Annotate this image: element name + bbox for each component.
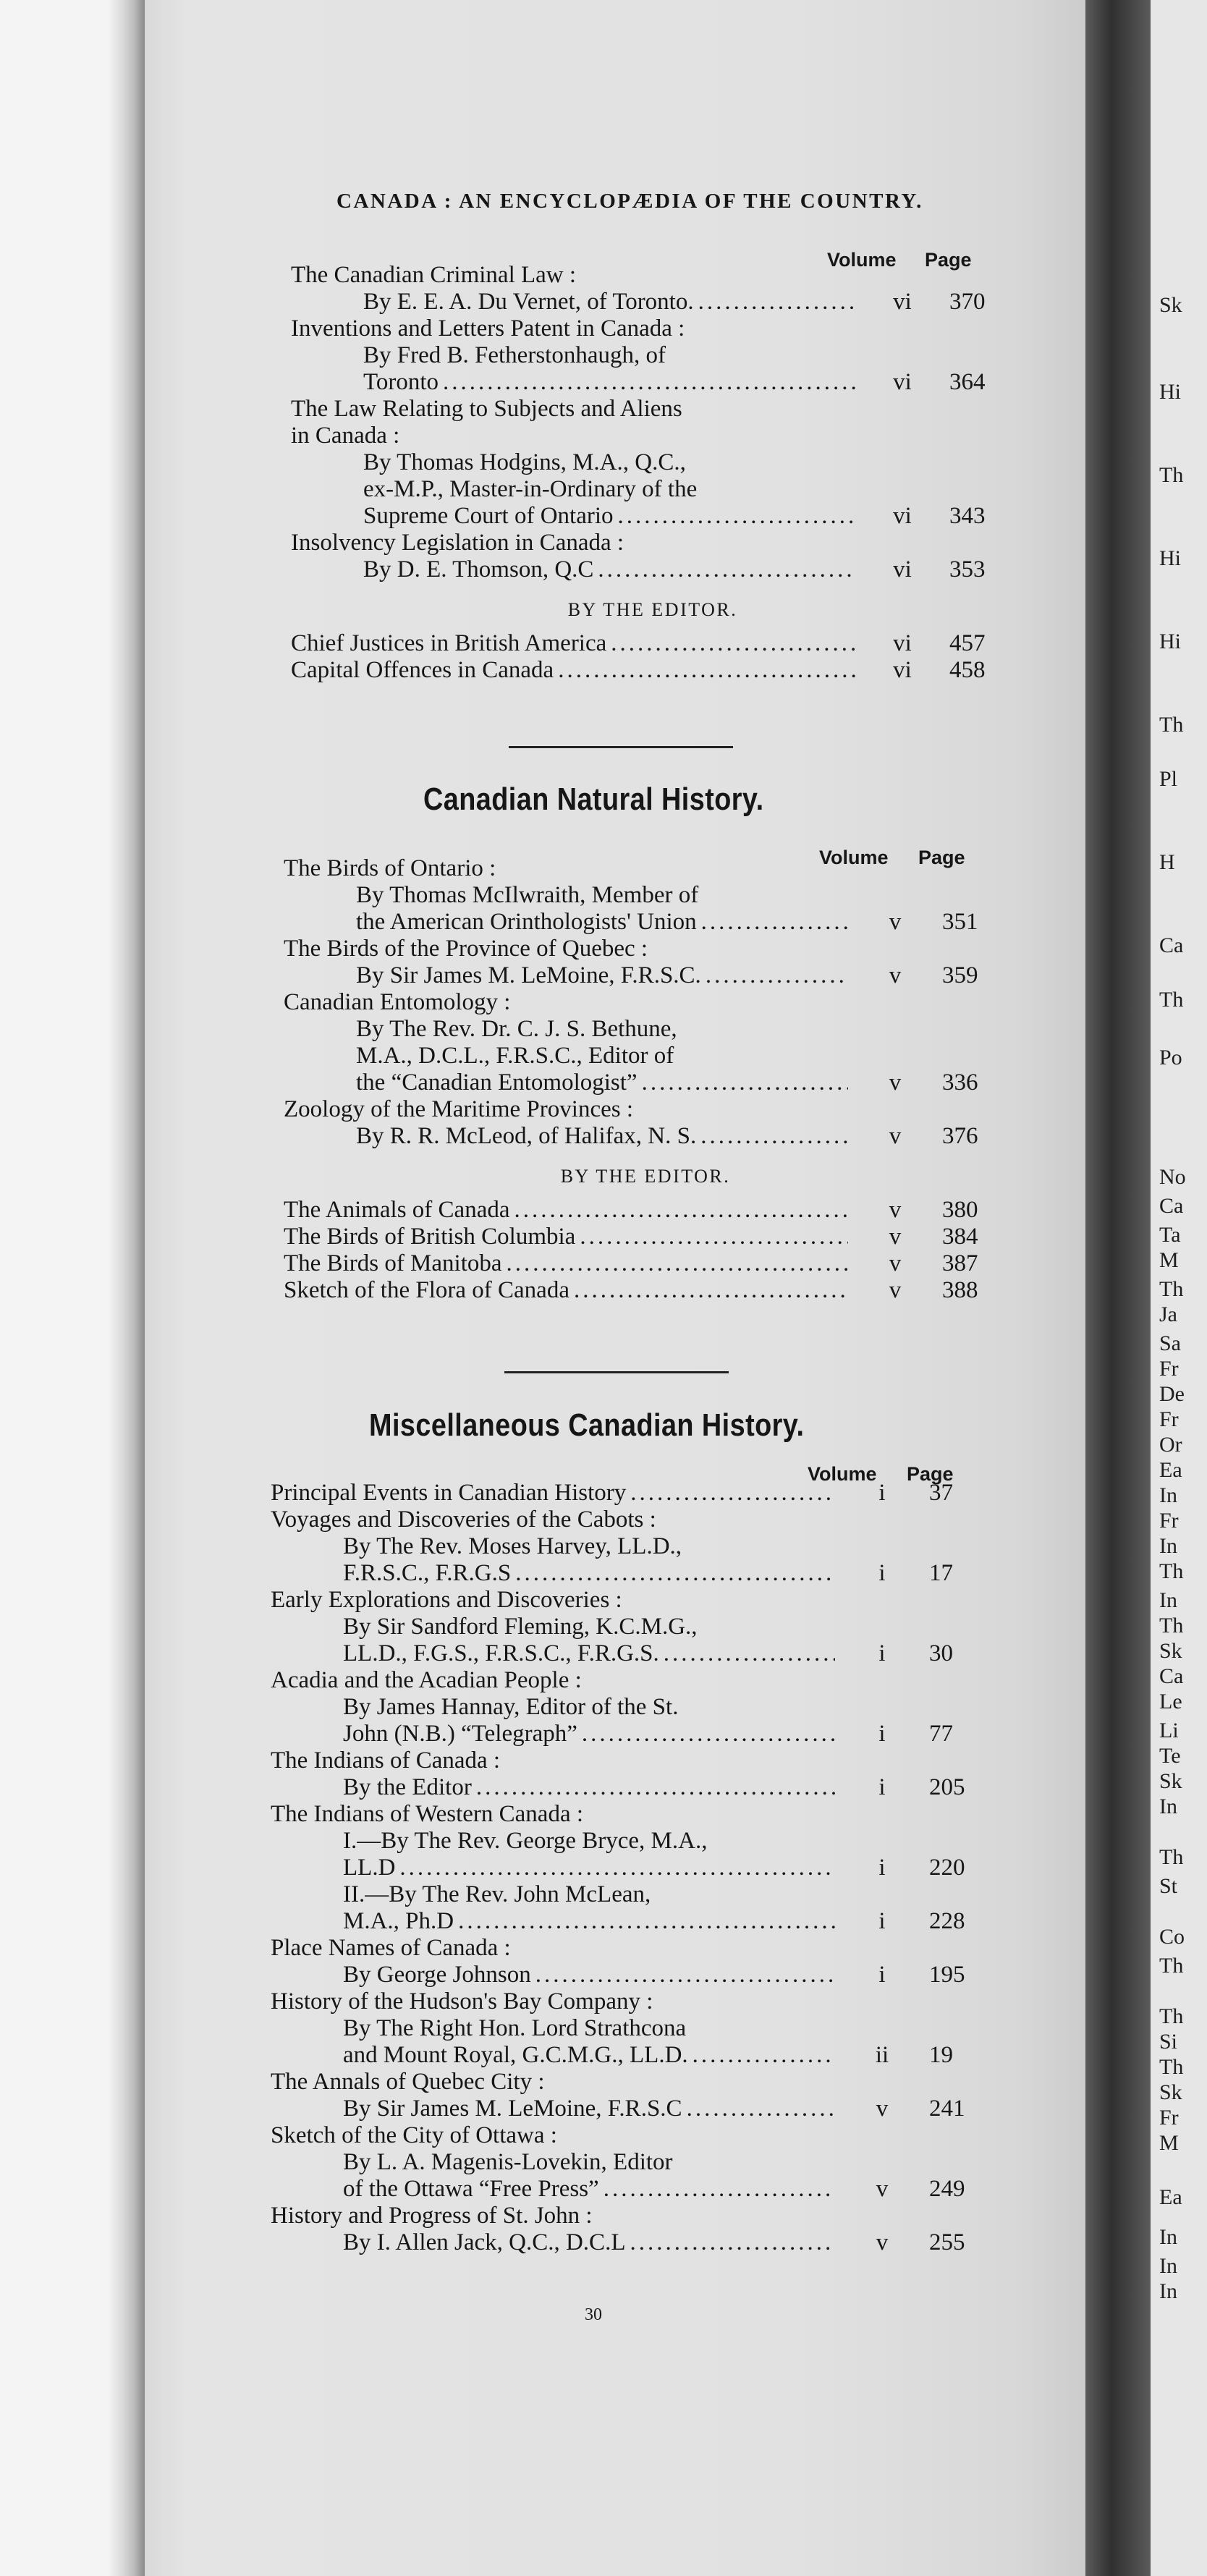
toc-entry (271, 2203, 994, 2256)
toc-entry (271, 1988, 994, 2069)
page-number-ref: 336 (942, 1069, 978, 1096)
entry-line (284, 1016, 1007, 1043)
entry-line (271, 2229, 994, 2256)
volume-number: v (889, 909, 902, 935)
volume-number: v (889, 1277, 902, 1303)
entry-line (291, 315, 1015, 342)
facing-page-fragment: Ea (1159, 2185, 1182, 2209)
entry-text: By Thomas Hodgins, M.A., Q.C., (363, 449, 686, 475)
facing-page-fragment: Ca (1159, 933, 1184, 957)
volume-number: i (878, 1908, 886, 1934)
page-number: 30 (585, 2305, 602, 2324)
volume-number: v (876, 2176, 889, 2202)
entry-line (291, 476, 1015, 503)
facing-page-fragment: Th (1159, 463, 1184, 487)
entry-line (271, 1694, 994, 1721)
natural-history-title: Canadian Natural History. (423, 781, 764, 817)
volume-number: ii (875, 2042, 889, 2068)
entry-text: By Fred B. Fetherstonhaugh, of (363, 342, 666, 368)
volume-number: i (878, 1774, 886, 1800)
page-number-ref: 388 (942, 1277, 978, 1303)
toc-entry (284, 1250, 1007, 1277)
volume-number: i (878, 1560, 886, 1586)
facing-page-fragment: In (1159, 1588, 1177, 1612)
entry-text: By Sir James M. LeMoine, F.R.S.C (343, 2096, 682, 2122)
entry-text: LL.D (343, 1855, 396, 1881)
entry-line (271, 1721, 994, 1747)
entry-text: The Indians of Canada : (271, 1747, 501, 1774)
entry-text: The Birds of Manitoba (284, 1250, 502, 1276)
leader-dots (701, 909, 848, 936)
facing-page-fragment: H (1159, 850, 1175, 874)
facing-page-fragment: Hi (1159, 380, 1181, 404)
entry-line (284, 1197, 1007, 1224)
toc-entry (271, 1747, 994, 1801)
facing-page-fragment: In (1159, 1534, 1177, 1558)
leader-dots (574, 1277, 848, 1304)
entry-text: The Birds of British Columbia (284, 1224, 576, 1250)
volume-number: v (889, 1069, 902, 1096)
toc-entry (284, 989, 1007, 1096)
facing-page-fragment: Th (1159, 988, 1184, 1012)
facing-page-fragment: Ca (1159, 1664, 1184, 1688)
volume-number: v (889, 1250, 902, 1276)
entry-line (271, 1667, 994, 1694)
entry-text: By James Hannay, Editor of the St. (343, 1694, 679, 1720)
entry-line (271, 2149, 994, 2176)
leader-dots (399, 1855, 835, 1881)
entry-text: The Canadian Criminal Law : (291, 262, 577, 288)
page-number-ref: 19 (929, 2042, 953, 2068)
page-column-header: Page (918, 847, 965, 868)
leader-dots (443, 369, 855, 396)
toc-entry (271, 1480, 994, 1507)
facing-page-fragment: In (1159, 1795, 1177, 1818)
entry-text: in Canada : (291, 423, 400, 449)
page-number-ref: 351 (942, 909, 978, 935)
volume-number: i (878, 1721, 886, 1747)
volume-number: v (876, 2229, 889, 2255)
section-divider (509, 746, 733, 748)
entry-line (284, 989, 1007, 1016)
leader-dots (535, 1962, 835, 1988)
page-number-ref: 30 (929, 1640, 953, 1666)
entry-text: By Sir Sandford Fleming, K.C.M.G., (343, 1614, 698, 1640)
volume-number: i (878, 1640, 886, 1666)
by-the-editor-heading: BY THE EDITOR. (560, 1166, 731, 1187)
facing-page-fragment: Ea (1159, 1458, 1182, 1482)
page-number-ref: 249 (929, 2176, 965, 2202)
facing-page-fragment: Ja (1159, 1302, 1177, 1326)
entry-line (271, 1801, 994, 1828)
page-number-ref: 241 (929, 2096, 965, 2122)
facing-page-fragment: In (1159, 1483, 1177, 1507)
facing-page-fragment: Sk (1159, 293, 1182, 317)
page-number-ref: 205 (929, 1774, 965, 1800)
volume-number: vi (893, 630, 912, 656)
facing-page-fragment: Sk (1159, 1639, 1182, 1663)
volume-column-header: Volume (819, 847, 889, 868)
entry-text: Early Explorations and Discoveries : (271, 1587, 622, 1613)
entry-line (284, 1123, 1007, 1150)
toc-entry (271, 2122, 994, 2203)
entry-text: Zoology of the Maritime Provinces : (284, 1096, 633, 1122)
page-number-ref: 458 (949, 657, 986, 683)
toc-entry (291, 657, 1015, 684)
entry-text: Inventions and Letters Patent in Canada : (291, 315, 685, 342)
toc-entry (284, 1224, 1007, 1250)
entry-text: of the Ottawa “Free Press” (343, 2176, 599, 2202)
volume-number: v (876, 2096, 889, 2122)
entry-line (271, 2042, 994, 2069)
facing-page-fragment: Th (1159, 1277, 1184, 1301)
entry-text: ex-M.P., Master-in-Ordinary of the (363, 476, 698, 502)
page-number-ref: 37 (929, 1480, 953, 1506)
volume-number: vi (893, 657, 912, 683)
facing-page-fragment: St (1159, 1874, 1178, 1898)
toc-entry (271, 1587, 994, 1667)
entry-text: By D. E. Thomson, Q.C (363, 556, 594, 582)
entry-line (271, 1881, 994, 1908)
natural-history-section (284, 855, 1007, 1304)
entry-text: Principal Events in Canadian History (271, 1480, 627, 1506)
entry-text: The Indians of Western Canada : (271, 1801, 584, 1827)
facing-page-fragment: M (1159, 1248, 1179, 1272)
toc-entry (291, 530, 1015, 583)
leader-dots (618, 503, 855, 530)
facing-page-fragment: Te (1159, 1744, 1181, 1768)
toc-entry (284, 1197, 1007, 1224)
leader-dots (582, 1721, 835, 1747)
entry-line (291, 530, 1015, 556)
leader-dots (598, 556, 855, 583)
entry-line (291, 262, 1015, 289)
leader-dots (476, 1774, 835, 1801)
facing-page-fragment: Sk (1159, 1769, 1182, 1793)
running-head: CANADA : AN ENCYCLOPÆDIA OF THE COUNTRY. (336, 190, 923, 213)
entry-text: Supreme Court of Ontario (363, 503, 614, 529)
facing-page-fragment: Fr (1159, 2106, 1179, 2130)
entry-text: II.—By The Rev. John McLean, (343, 1881, 651, 1907)
entry-text: LL.D., F.G.S., F.R.S.C., F.R.G.S. (343, 1640, 659, 1666)
toc-entry (284, 1277, 1007, 1304)
entry-text: By The Right Hon. Lord Strathcona (343, 2015, 687, 2041)
entry-text: By L. A. Magenis-Lovekin, Editor (343, 2149, 673, 2175)
entry-text: By Thomas McIlwraith, Member of (356, 882, 699, 908)
entry-line (271, 1935, 994, 1962)
entry-line (271, 1614, 994, 1640)
facing-page-fragment: Hi (1159, 546, 1181, 570)
entry-line (271, 1774, 994, 1801)
toc-entry (291, 630, 1015, 657)
by-the-editor-heading: BY THE EDITOR. (567, 599, 738, 620)
toc-entry (271, 1801, 994, 1881)
entry-line (284, 855, 1007, 882)
entry-line (291, 556, 1015, 583)
entry-text: By E. E. A. Du Vernet, of Toronto. (363, 289, 694, 315)
entry-text: Acadia and the Acadian People : (271, 1667, 582, 1693)
entry-line (271, 2203, 994, 2229)
toc-entry (284, 936, 1007, 989)
facing-page-fragment: Fr (1159, 1509, 1179, 1533)
entry-text: The Law Relating to Subjects and Aliens (291, 396, 682, 422)
facing-page-fragment: Ca (1159, 1194, 1184, 1218)
entry-text: By The Rev. Moses Harvey, LL.D., (343, 1533, 682, 1559)
page-number-ref: 228 (929, 1908, 965, 1934)
entry-line (271, 1533, 994, 1560)
entry-line (291, 423, 1015, 449)
facing-page-fragment: Li (1159, 1719, 1179, 1742)
entry-text: John (N.B.) “Telegraph” (343, 1721, 577, 1747)
entry-line (271, 2096, 994, 2122)
entry-text: M.A., D.C.L., F.R.S.C., Editor of (356, 1043, 674, 1069)
entry-text: Insolvency Legislation in Canada : (291, 530, 624, 556)
entry-text: History and Progress of St. John : (271, 2203, 593, 2229)
volume-column-header: Volume (808, 1463, 877, 1485)
entry-line (284, 1043, 1007, 1069)
entry-text: Toronto (363, 369, 439, 395)
entry-line (291, 503, 1015, 530)
leader-dots (700, 1123, 848, 1150)
toc-entry (271, 1935, 994, 1988)
entry-line (291, 630, 1015, 657)
page-number-ref: 17 (929, 1560, 953, 1586)
facing-page-fragment: Si (1159, 2030, 1178, 2054)
facing-page-fragment: Pl (1159, 767, 1178, 791)
facing-page-fragment: De (1159, 1382, 1185, 1406)
facing-page-fragment: In (1159, 2279, 1177, 2303)
entry-line (271, 1480, 994, 1507)
entry-text: The Annals of Quebec City : (271, 2069, 545, 2095)
page-column-header: Page (907, 1463, 954, 1485)
entry-line (284, 1096, 1007, 1123)
facing-page-fragment: Th (1159, 1614, 1184, 1637)
leader-dots (693, 2042, 835, 2069)
page-number-ref: 457 (949, 630, 986, 656)
entry-line (271, 1560, 994, 1587)
facing-page-fragment: Le (1159, 1690, 1182, 1713)
entry-line (271, 1855, 994, 1881)
entry-line (291, 289, 1015, 315)
page-number-ref: 77 (929, 1721, 953, 1747)
leader-dots (580, 1224, 848, 1250)
entry-text: By George Johnson (343, 1962, 531, 1988)
entry-line (271, 1988, 994, 2015)
entry-text: the “Canadian Entomologist” (356, 1069, 638, 1096)
entry-text: Sketch of the Flora of Canada (284, 1277, 569, 1303)
entry-line (284, 962, 1007, 989)
volume-number: i (878, 1962, 886, 1988)
entry-line (291, 396, 1015, 423)
section-divider (504, 1371, 729, 1373)
entry-text: I.—By The Rev. George Bryce, M.A., (343, 1828, 708, 1854)
entry-line (271, 2015, 994, 2042)
volume-number: v (889, 1224, 902, 1250)
facing-page-fragment: Or (1159, 1433, 1182, 1457)
facing-page-fragment: Th (1159, 1559, 1184, 1583)
entry-line (284, 1069, 1007, 1096)
entry-text: By the Editor (343, 1774, 472, 1800)
facing-page-fragment: Sa (1159, 1331, 1181, 1355)
leader-dots (514, 1197, 848, 1224)
entry-line (291, 342, 1015, 369)
entry-line (271, 2122, 994, 2149)
facing-page-fragment: Th (1159, 2055, 1184, 2079)
volume-number: vi (893, 369, 912, 395)
volume-number: v (889, 1123, 902, 1149)
entry-line (271, 2069, 994, 2096)
entry-text: The Animals of Canada (284, 1197, 510, 1223)
facing-page-fragment: No (1159, 1165, 1186, 1189)
entry-text: Capital Offences in Canada (291, 657, 554, 683)
volume-number: vi (893, 503, 912, 529)
facing-page-fragment: Sk (1159, 2080, 1182, 2104)
volume-number: i (878, 1480, 886, 1506)
volume-number: vi (893, 556, 912, 582)
facing-page-fragment: In (1159, 2254, 1177, 2278)
facing-page-edge (1151, 0, 1207, 2576)
facing-page-fragment: Th (1159, 1954, 1184, 1978)
page-number-ref: 364 (949, 369, 986, 395)
entry-line (271, 1587, 994, 1614)
leader-dots (558, 657, 855, 684)
facing-page-fragment: M (1159, 2131, 1179, 2155)
entry-text: Sketch of the City of Ottawa : (271, 2122, 557, 2148)
leader-dots (664, 1640, 835, 1667)
facing-page-fragment: In (1159, 2225, 1177, 2249)
entry-text: The Birds of the Province of Quebec : (284, 936, 648, 962)
toc-entry (271, 1507, 994, 1587)
misc-history-section (271, 1480, 994, 2256)
entry-line (271, 1908, 994, 1935)
entry-text: By The Rev. Dr. C. J. S. Bethune, (356, 1016, 677, 1042)
entry-text: and Mount Royal, G.C.M.G., LL.D. (343, 2042, 688, 2068)
entry-line (291, 657, 1015, 684)
toc-entry (291, 315, 1015, 396)
misc-history-title: Miscellaneous Canadian History. (369, 1407, 805, 1443)
entry-text: the American Orinthologists' Union (356, 909, 697, 935)
entry-line (284, 909, 1007, 936)
toc-entry (271, 1667, 994, 1747)
book-gutter (1085, 0, 1151, 2576)
page-column-header: Page (925, 249, 972, 271)
entry-text: Chief Justices in British America (291, 630, 607, 656)
leader-dots (458, 1908, 835, 1935)
toc-entry (291, 396, 1015, 530)
leader-dots (630, 1480, 835, 1507)
left-page-margin (0, 0, 145, 2576)
facing-page-fragment: Th (1159, 1845, 1184, 1869)
page-number-ref: 195 (929, 1962, 965, 1988)
entry-line (271, 1747, 994, 1774)
facing-page-fragment: Ta (1159, 1223, 1181, 1247)
facing-page-fragment: Co (1159, 1925, 1185, 1949)
entry-text: The Birds of Ontario : (284, 855, 496, 881)
toc-entry (271, 2069, 994, 2122)
volume-number: v (889, 1197, 902, 1223)
facing-page-fragment: Fr (1159, 1357, 1179, 1381)
leader-dots (611, 630, 855, 657)
toc-entry (271, 1881, 994, 1935)
volume-column-header: Volume (827, 249, 897, 271)
toc-entry (291, 262, 1015, 315)
facing-page-fragment: Th (1159, 2004, 1184, 2028)
leader-dots (706, 962, 848, 989)
toc-entry (284, 1096, 1007, 1150)
entry-line (271, 1828, 994, 1855)
entry-text: By I. Allen Jack, Q.C., D.C.L (343, 2229, 626, 2255)
entry-text: Place Names of Canada : (271, 1935, 511, 1961)
entry-text: History of the Hudson's Bay Company : (271, 1988, 653, 2014)
entry-line (284, 1250, 1007, 1277)
entry-text: Voyages and Discoveries of the Cabots : (271, 1507, 656, 1533)
entry-line (284, 1277, 1007, 1304)
page-number-ref: 220 (929, 1855, 965, 1881)
page-number-ref: 380 (942, 1197, 978, 1223)
facing-page-fragment: Po (1159, 1046, 1182, 1069)
volume-number: vi (893, 289, 912, 315)
leader-dots (698, 289, 855, 315)
entry-line (284, 1224, 1007, 1250)
entry-line (284, 936, 1007, 962)
page-number-ref: 387 (942, 1250, 978, 1276)
leader-dots (604, 2176, 835, 2203)
toc-entry (284, 855, 1007, 936)
facing-page-fragment: Hi (1159, 630, 1181, 653)
page-number-ref: 343 (949, 503, 986, 529)
entry-line (284, 882, 1007, 909)
law-section (291, 262, 1015, 684)
entry-text: By Sir James M. LeMoine, F.R.S.C. (356, 962, 701, 988)
facing-page-fragment: Fr (1159, 1407, 1179, 1431)
entry-text: Canadian Entomology : (284, 989, 511, 1015)
volume-number: i (878, 1855, 886, 1881)
entry-text: By R. R. McLeod, of Halifax, N. S. (356, 1123, 697, 1149)
page-number-ref: 376 (942, 1123, 978, 1149)
entry-text: F.R.S.C., F.R.G.S (343, 1560, 512, 1586)
volume-number: v (889, 962, 902, 988)
entry-text: M.A., Ph.D (343, 1908, 454, 1934)
page-number-ref: 370 (949, 289, 986, 315)
entry-line (271, 1640, 994, 1667)
leader-dots (507, 1250, 848, 1277)
facing-page-fragment: Th (1159, 713, 1184, 737)
leader-dots (642, 1069, 848, 1096)
entry-line (291, 449, 1015, 476)
entry-line (271, 1962, 994, 1988)
page-number-ref: 359 (942, 962, 978, 988)
leader-dots (515, 1560, 835, 1587)
entry-line (271, 2176, 994, 2203)
page-number-ref: 353 (949, 556, 986, 582)
leader-dots (630, 2229, 835, 2256)
page-number-ref: 384 (942, 1224, 978, 1250)
entry-line (291, 369, 1015, 396)
page-number-ref: 255 (929, 2229, 965, 2255)
leader-dots (687, 2096, 835, 2122)
entry-line (271, 1507, 994, 1533)
